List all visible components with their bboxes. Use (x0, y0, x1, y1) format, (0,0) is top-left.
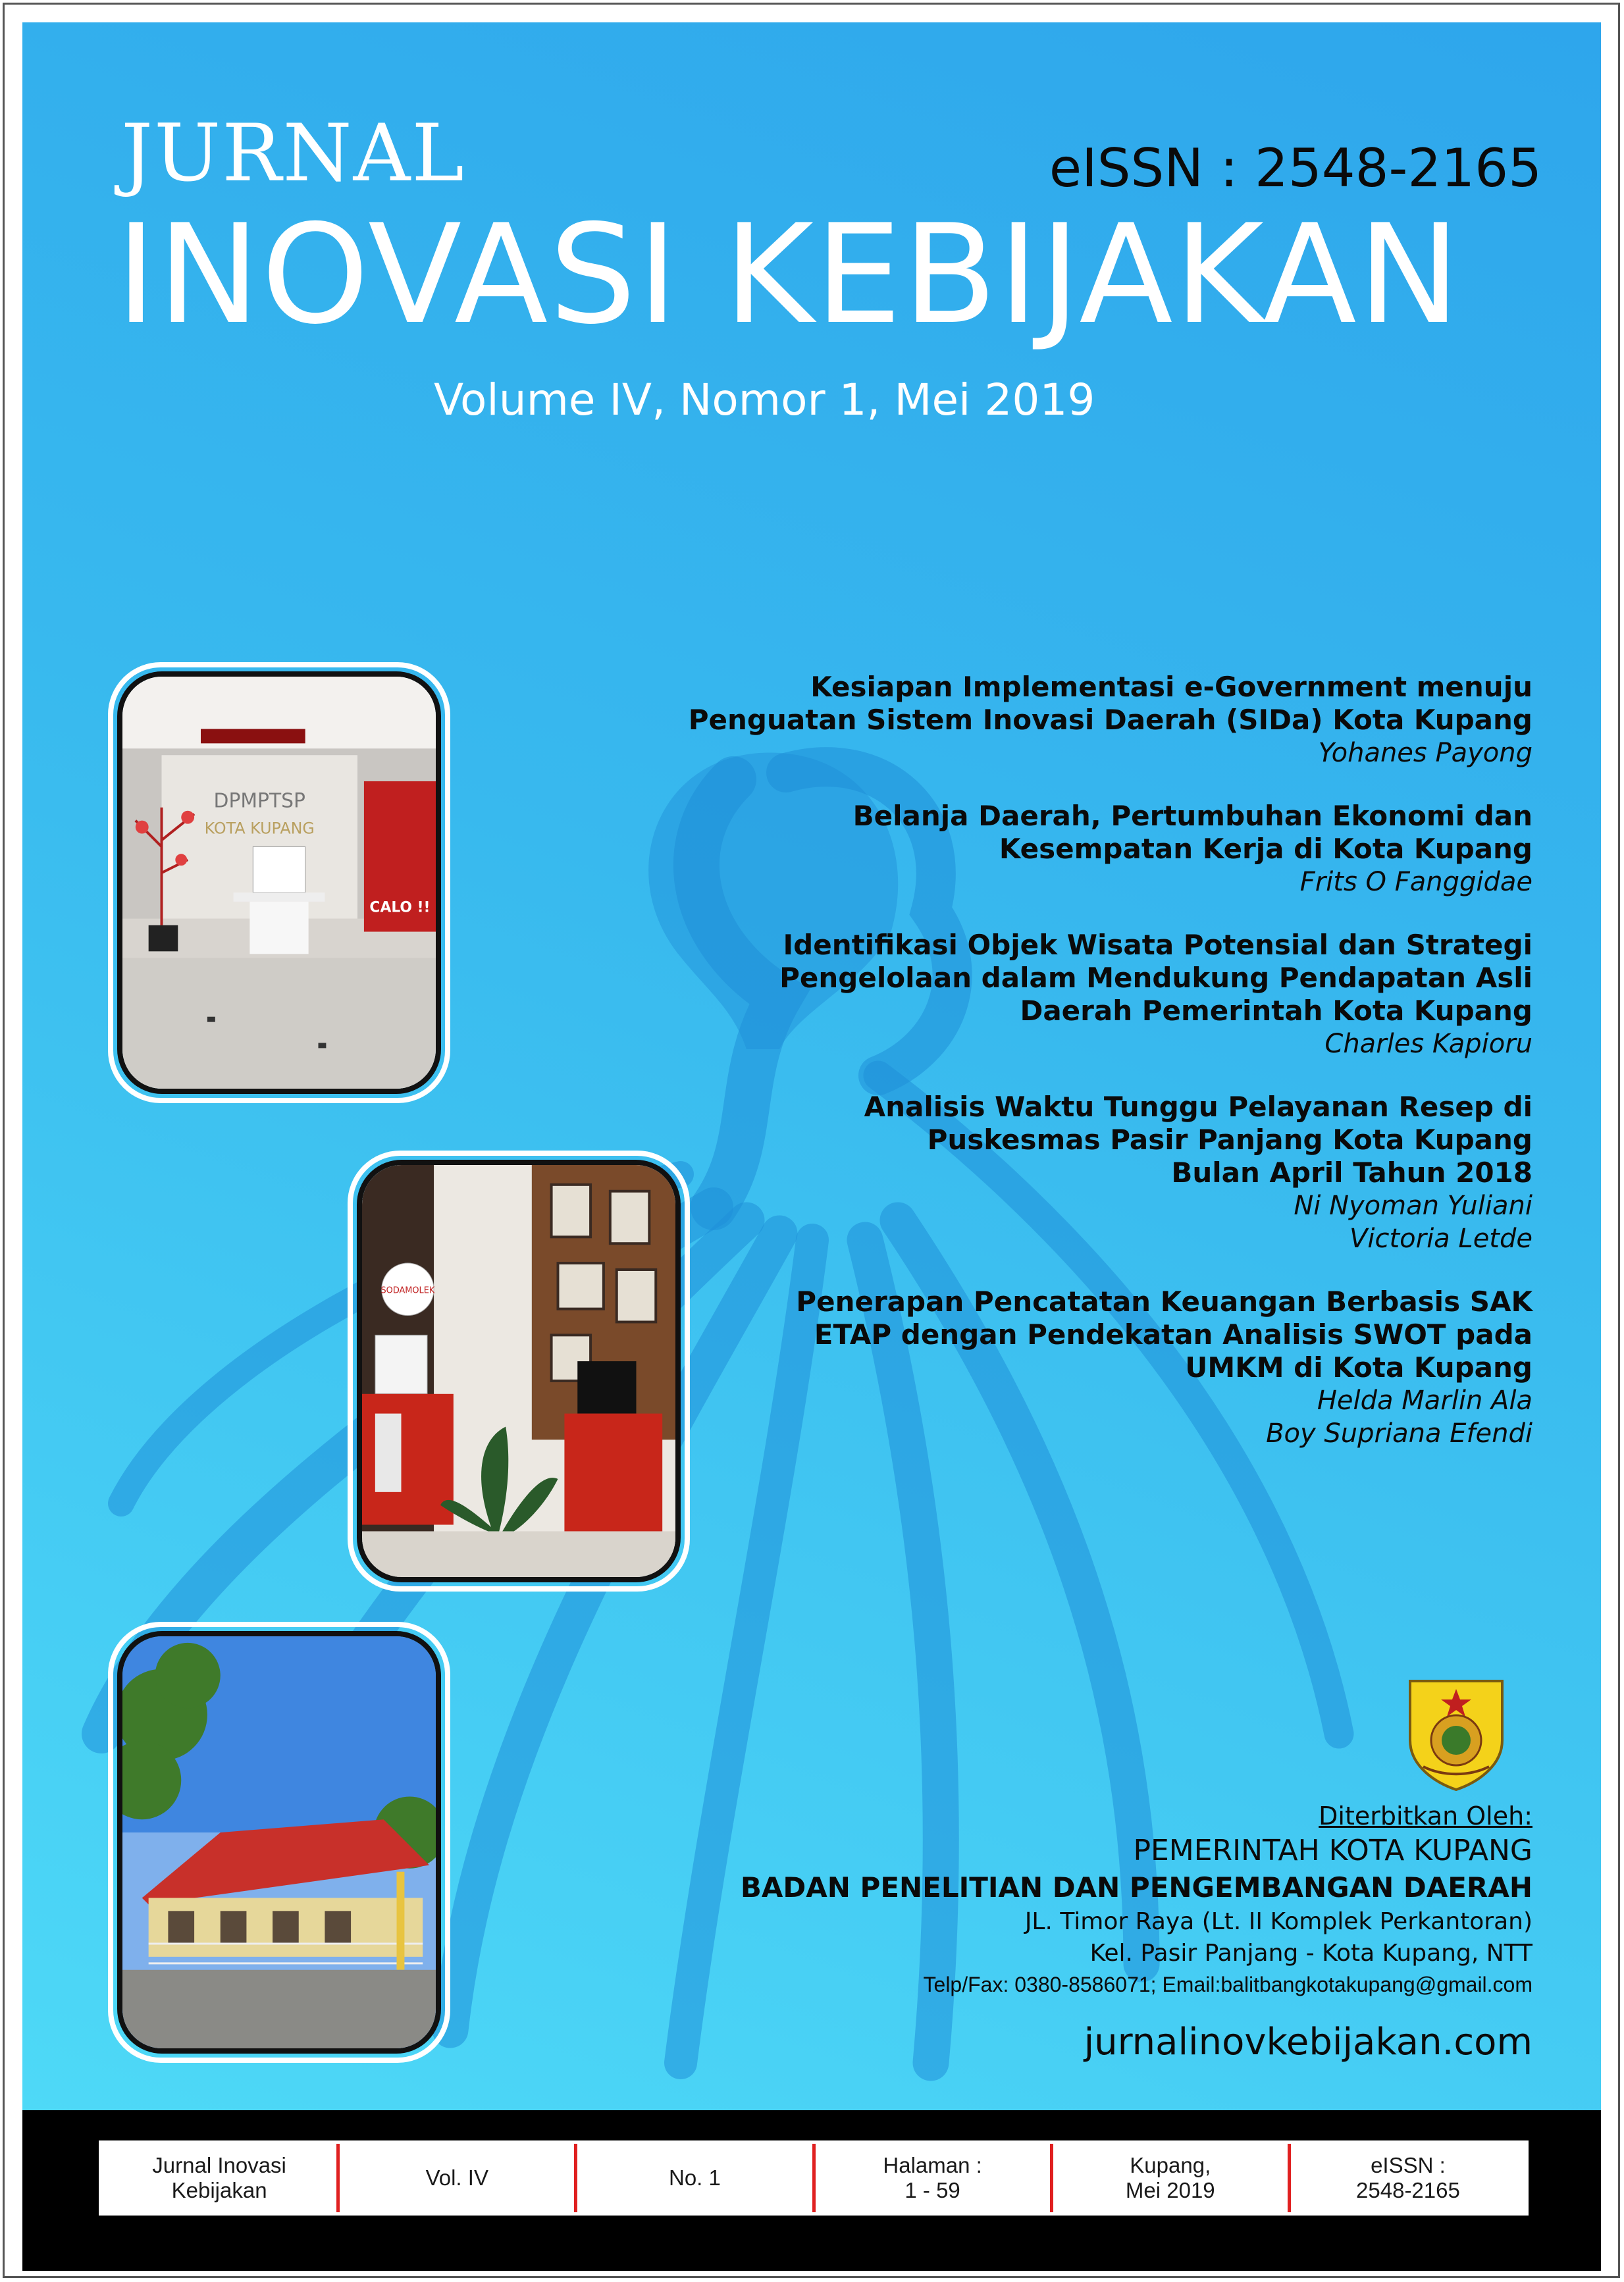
article-title-line: Bulan April Tahun 2018 (1171, 1156, 1532, 1189)
publisher-address-1: JL. Timor Raya (Lt. II Komplek Perkantoran) (1024, 1908, 1532, 1935)
photo-office-lobby (108, 662, 450, 1103)
footer-pages: Halaman : 1 - 59 (816, 2144, 1053, 2212)
article-author: Helda Marlin Ala (1317, 1386, 1532, 1416)
footer-bar (22, 2110, 1601, 2271)
lobby-sign-text: DPMPTSP (213, 789, 305, 813)
publisher-address-2: Kel. Pasir Panjang - Kota Kupang, NTT (1089, 1940, 1532, 1967)
lobby-sign-text-2: KOTA KUPANG (204, 819, 315, 838)
article-item (545, 800, 1532, 898)
footer-info-table (99, 2140, 1529, 2216)
counter-badge-text: SODAMOLEK (380, 1285, 435, 1296)
article-title-line: Identifikasi Objek Wisata Potensial dan Strategi (783, 929, 1532, 961)
footer-volume: Vol. IV (340, 2144, 577, 2212)
article-title-line: UMKM di Kota Kupang (1185, 1351, 1532, 1384)
photo-office-building (108, 1622, 450, 2063)
cover-background (22, 22, 1601, 2110)
footer-eissn: eISSN : 2548-2165 (1356, 2153, 1460, 2202)
article-author: Frits O Fanggidae (1299, 867, 1532, 897)
article-author: Ni Nyoman Yuliani (1294, 1191, 1532, 1221)
article-title-line: Daerah Pemerintah Kota Kupang (1020, 995, 1532, 1027)
article-title-line: Puskesmas Pasir Panjang Kota Kupang (927, 1124, 1532, 1156)
footer-place-date: Kupang, Mei 2019 (1053, 2144, 1291, 2212)
article-item (545, 1285, 1532, 1450)
office-lobby-image (122, 677, 436, 1089)
article-title-line: Belanja Daerah, Pertumbuhan Ekonomi dan (852, 800, 1532, 832)
eissn-header: eISSN : 2548-2165 (1049, 138, 1542, 199)
article-title-line: Penerapan Pencatatan Keuangan Berbasis SAK (796, 1285, 1532, 1318)
article-title-line: Pengelolaan dalam Mendukung Pendapatan Asli (779, 962, 1532, 994)
publisher-label: Diterbitkan Oleh: (1319, 1802, 1532, 1830)
journal-title: INOVASI KEBIJAKAN (116, 195, 1462, 355)
article-item (545, 671, 1532, 769)
article-author: Yohanes Payong (1318, 738, 1532, 768)
journal-website[interactable]: jurnalinovkebijakan.com (1084, 2021, 1532, 2063)
lobby-banner-text: CALO !! (369, 899, 431, 916)
publisher-info (545, 1800, 1532, 2065)
article-list (545, 671, 1532, 1480)
article-title-line: Penguatan Sistem Inovasi Daerah (SIDa) Kota Kupang (688, 704, 1532, 736)
article-author: Boy Supriana Efendi (1266, 1418, 1532, 1449)
city-emblem-icon (1403, 1674, 1509, 1793)
publisher-agency: BADAN PENELITIAN DAN PENGEMBANGAN DAERAH (740, 1871, 1532, 1904)
article-title-line: Analisis Waktu Tunggu Pelayanan Resep di (864, 1091, 1532, 1123)
footer-number: No. 1 (577, 2144, 815, 2212)
office-building-image (122, 1636, 436, 2048)
article-item (545, 929, 1532, 1060)
article-item (545, 1091, 1532, 1255)
volume-issue: Volume IV, Nomor 1, Mei 2019 (434, 375, 1095, 425)
article-title-line: Kesempatan Kerja di Kota Kupang (999, 833, 1532, 865)
publisher-government: PEMERINTAH KOTA KUPANG (1133, 1834, 1532, 1867)
journal-label: JURNAL (121, 108, 465, 199)
article-author: Victoria Letde (1349, 1224, 1532, 1254)
article-title-line: ETAP dengan Pendekatan Analisis SWOT pada (814, 1318, 1532, 1351)
publisher-contact: Telp/Fax: 0380-8586071; Email:balitbangkotakupang@gmail.com (923, 1973, 1532, 1996)
article-author: Charles Kapioru (1324, 1029, 1532, 1059)
article-title-line: Kesiapan Implementasi e-Government menuju (810, 671, 1532, 703)
footer-journal-name: Jurnal Inovasi Kebijakan (102, 2144, 340, 2212)
